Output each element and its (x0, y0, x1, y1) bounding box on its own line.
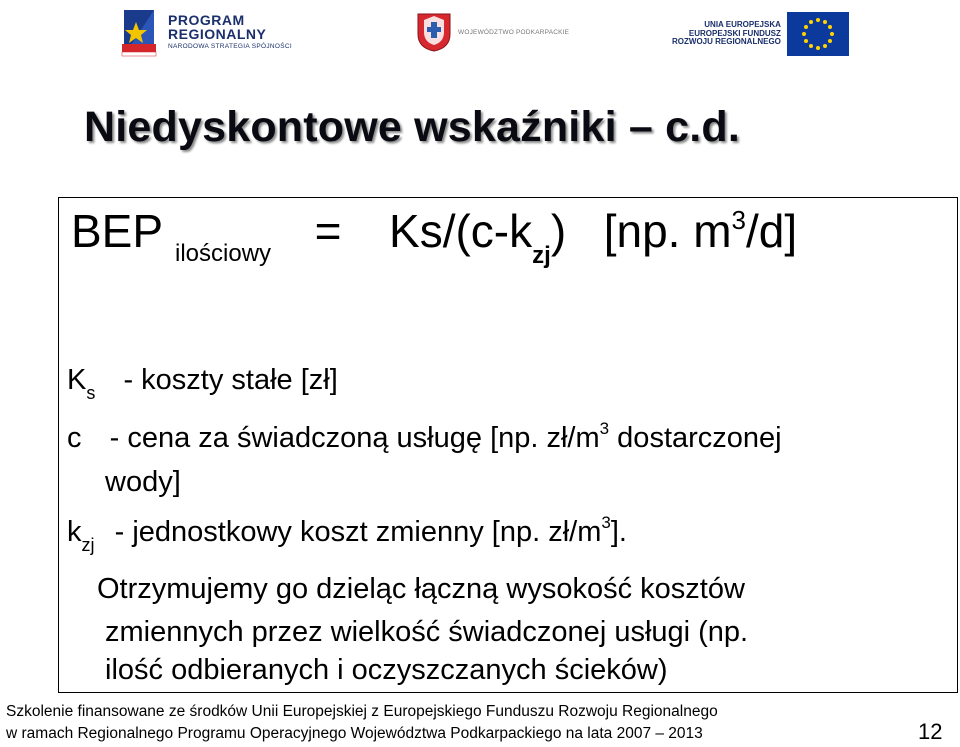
c-text: - cena za świadczoną usługę [np. zł/m (109, 422, 600, 454)
kzj-text: - jednostkowy koszt zmienny [np. zł/m (114, 516, 602, 548)
footer-line2: w ramach Regionalnego Programu Operacyjnego Województwa Podkarpackiego na lata 2007 – 2013 (6, 725, 703, 742)
formula-unit-pre: [np. m (603, 205, 732, 257)
ks-subscript: s (86, 383, 96, 403)
eu-logo-line2: EUROPEJSKI FUNDUSZ (688, 28, 781, 38)
coat-of-arms-icon (416, 12, 452, 52)
c-superscript: 3 (599, 419, 610, 438)
formula-lhs-subscript: ilościowy (175, 240, 272, 267)
formula-equals: = (314, 205, 342, 257)
formula-unit-post: /d] (746, 205, 798, 257)
program-regionalny-logo (120, 4, 292, 60)
content-box (58, 197, 958, 693)
eu-logo (672, 12, 849, 56)
formula-rhs-subscript: zj (532, 242, 551, 269)
definition-c-line2: wody] (105, 466, 181, 498)
kzj-text-post: ]. (610, 516, 627, 548)
star-flag-icon (120, 4, 162, 60)
wojewodztwo-logo-text: WOJEWÓDZTWO PODKARPACKIE (458, 28, 570, 36)
page-number: 12 (918, 719, 943, 744)
formula-unit-superscript: 3 (731, 205, 746, 235)
eu-logo-line1: UNIA EUROPEJSKA (704, 20, 781, 30)
wojewodztwo-logo (416, 12, 569, 52)
program-logo-line2: REGIONALNY (168, 26, 267, 43)
footer-line1: Szkolenie finansowane ze środków Unii Europejskiej z Europejskiego Funduszu Rozwoju Regionalnego (6, 703, 718, 720)
logo-bar (0, 0, 960, 66)
formula-rhs-pre: Ks/(c-k (389, 205, 533, 257)
definition-c (67, 419, 782, 454)
note-line2: zmiennych przez wielkość świadczonej usługi (np. (105, 616, 749, 648)
ks-symbol: K (67, 364, 87, 396)
definition-ks (67, 364, 338, 403)
program-logo-line3: NARODOWA STRATEGIA SPÓJNOŚCI (168, 43, 292, 51)
definition-kzj (67, 513, 627, 555)
note-line1: Otrzymujemy go dzieląc łączną wysokość kosztów (97, 573, 745, 605)
c-text-post: dostarczonej (609, 422, 782, 454)
note-line3: ilość odbieranych i oczyszczanych ścieków) (105, 654, 668, 686)
footer (0, 699, 960, 747)
eu-logo-line3: ROZWOJU REGIONALNEGO (672, 37, 781, 47)
kzj-subscript: zj (81, 535, 95, 555)
kzj-superscript: 3 (601, 513, 611, 532)
slide-title: Niedyskontowe wskaźniki – c.d. (84, 103, 740, 151)
formula-rhs-post: ) (550, 205, 567, 257)
program-logo-line1: PROGRAM (168, 12, 245, 29)
c-symbol: c (67, 422, 82, 454)
kzj-symbol: k (67, 516, 82, 548)
ks-text: - koszty stałe [zł] (123, 364, 338, 396)
formula-lhs: BEP (71, 205, 163, 257)
bep-formula (71, 205, 798, 269)
eu-flag-icon (787, 12, 849, 56)
